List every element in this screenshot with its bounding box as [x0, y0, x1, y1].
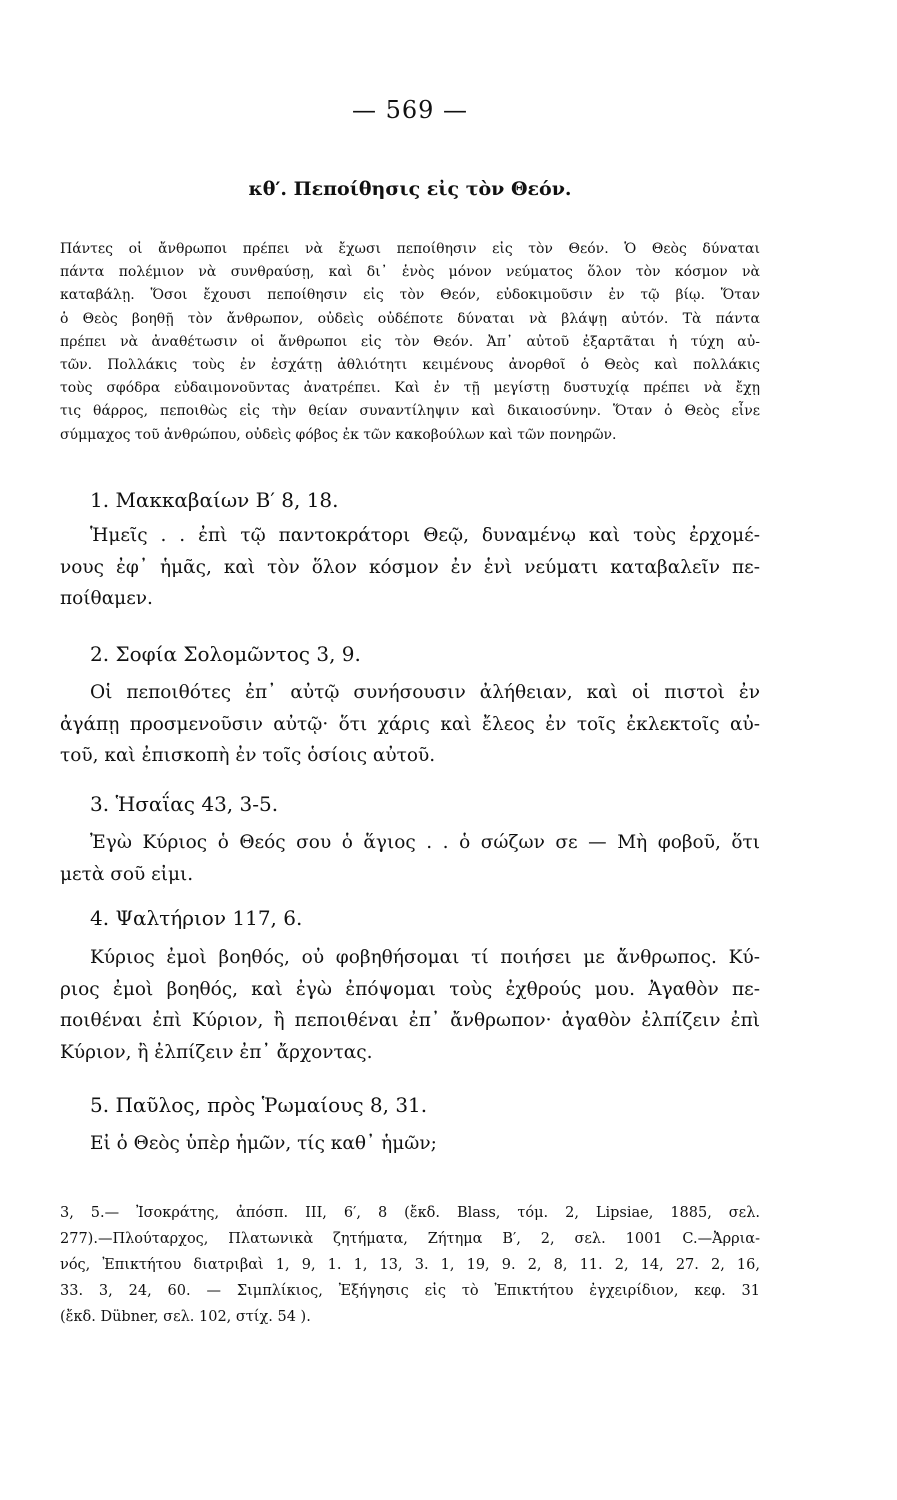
footnote [60, 1200, 760, 1330]
page-number: — 569 — [351, 96, 469, 124]
intro-paragraph [60, 238, 760, 447]
quote-text [60, 827, 760, 890]
footnote-line: 3, 5.— Ἰσοκράτης, ἀπόσπ. III, 6′, 8 (ἔκδ. Blass, τόμ. 2, Lipsiae, 1885, σελ. [60, 1205, 760, 1221]
intro-line: τῶν. Πολλάκις τοὺς ἐν ἐσχάτῃ ἀθλιότητι κειμένους ἀνορθοῖ ὁ Θεὸς καὶ πολλάκις [60, 357, 760, 374]
intro-line: πρέπει νὰ ἀναθέτωσιν οἱ ἄνθρωποι εἰς τὸν Θεόν. Ἀπ᾽ αὐτοῦ ἐξαρτᾶται ἡ τύχη αὐ- [60, 333, 760, 350]
intro-line: ὁ Θεὸς βοηθῇ τὸν ἄνθρωπον, οὐδεὶς οὐδέποτε δύναται νὰ βλάψῃ αὐτόν. Τὰ πάντα [60, 310, 760, 327]
quote-line: Ἐγὼ Κύριος ὁ Θεός σου ὁ ἅγιος . . ὁ σώζων σε — Μὴ φοβοῦ, ὅτι [90, 832, 760, 853]
intro-line: τοὺς σφόδρα εὐδαιμονοῦντας ἀνατρέπει. Καὶ ἐν τῇ μεγίστῃ δυστυχίᾳ πρέπει νὰ ἔχῃ [60, 380, 760, 397]
quote-text [60, 1128, 760, 1160]
quote-heading: 3. Ἡσαΐας 43, 3-5. [90, 792, 279, 816]
quote-line: Ἡμεῖς . . ἐπὶ τῷ παντοκράτορι Θεῷ, δυναμένῳ καὶ τοὺς ἐρχομέ- [90, 525, 760, 546]
quote-line: Κύριος ἐμοὶ βοηθός, οὐ φοβηθήσομαι τί ποιήσει με ἄνθρωπος. Κύ- [90, 947, 760, 968]
quote-line: ἀγάπῃ προσμενοῦσιν αὐτῷ· ὅτι χάρις καὶ ἔλεος ἐν τοῖς ἐκλεκτοῖς αὐ- [60, 713, 760, 735]
footnote-line: 277).—Πλούταρχος, Πλατωνικὰ ζητήματα, Ζήτημα Β′, 2, σελ. 1001 C.—Ἀρρια- [60, 1231, 760, 1247]
footnote-line: 33. 3, 24, 60. — Σιμπλίκιος, Ἐξήγησις εἰς τὸ Ἐπικτήτου ἐγχειρίδιον, κεφ. 31 [60, 1283, 760, 1299]
intro-line: σύμμαχος τοῦ ἀνθρώπου, οὐδεὶς φόβος ἐκ τῶν κακοβούλων καὶ τῶν πονηρῶν. [60, 426, 617, 443]
quote-text [60, 677, 760, 772]
quote-line: ποιθέναι ἐπὶ Κύριον, ἢ πεποιθέναι ἐπ᾽ ἄνθρωπον· ἀγαθὸν ἐλπίζειν ἐπὶ [60, 1010, 760, 1031]
intro-line: τις θάρρος, πεποιθὼς εἰς τὴν θείαν συναντίληψιν καὶ δικαιοσύνην. Ὅταν ὁ Θεὸς εἶνε [60, 403, 760, 420]
quote-heading: 4. Ψαλτήριον 117, 6. [90, 906, 303, 930]
footnote-line: (ἔκδ. Dübner, σελ. 102, στίχ. 54 ). [60, 1309, 311, 1325]
quote-line: νους ἐφ᾽ ἡμᾶς, καὶ τὸν ὅλον κόσμον ἐν ἑνὶ νεύματι καταβαλεῖν πε- [60, 556, 760, 578]
intro-line: καταβάλῃ. Ὅσοι ἔχουσι πεποίθησιν εἰς τὸν Θεόν, εὐδοκιμοῦσιν ἐν τῷ βίῳ. Ὅταν [60, 287, 760, 304]
intro-line: Πάντες οἱ ἄνθρωποι πρέπει νὰ ἔχωσι πεποίθησιν εἰς τὸν Θεόν. Ὁ Θεὸς δύναται [60, 241, 760, 257]
quote-heading: 2. Σοφία Σολομῶντος 3, 9. [90, 642, 361, 666]
quote-line: Κύριον, ἢ ἐλπίζειν ἐπ᾽ ἄρχοντας. [60, 1041, 373, 1063]
intro-line: πάντα πολέμιον νὰ συνθραύσῃ, καὶ δι᾽ ἑνὸς μόνον νεύματος ὅλον τὸν κόσμον νὰ [60, 264, 760, 281]
footnote-line: νός, Ἐπικτήτου διατριβαὶ 1, 9, 1. 1, 13, 3. 1, 19, 9. 2, 8, 11. 2, 14, 27. 2, 16, [60, 1257, 760, 1273]
quote-line: τοῦ, καὶ ἐπισκοπὴ ἐν τοῖς ὁσίοις αὐτοῦ. [60, 745, 436, 766]
quote-line: Οἱ πεποιθότες ἐπ᾽ αὐτῷ συνήσουσιν ἀλήθειαν, καὶ οἱ πιστοὶ ἐν [90, 682, 760, 703]
quote-line: Εἰ ὁ Θεὸς ὑπὲρ ἡμῶν, τίς καθ᾽ ἡμῶν; [90, 1133, 437, 1154]
quote-line: ριος ἐμοὶ βοηθός, καὶ ἐγὼ ἐπόψομαι τοὺς ἐχθρούς μου. Ἀγαθὸν πε- [60, 978, 760, 1000]
chapter-title: κθ′. Πεποίθησις εἰς τὸν Θεόν. [248, 178, 572, 200]
quote-text [60, 942, 760, 1068]
quote-text [60, 520, 760, 615]
quote-heading: 5. Παῦλος, πρὸς Ῥωμαίους 8, 31. [90, 1093, 428, 1117]
quote-line: ποίθαμεν. [60, 588, 153, 609]
quote-heading: 1. Μακκαβαίων Β′ 8, 18. [90, 488, 339, 512]
quote-line: μετὰ σοῦ εἰμι. [60, 863, 194, 885]
